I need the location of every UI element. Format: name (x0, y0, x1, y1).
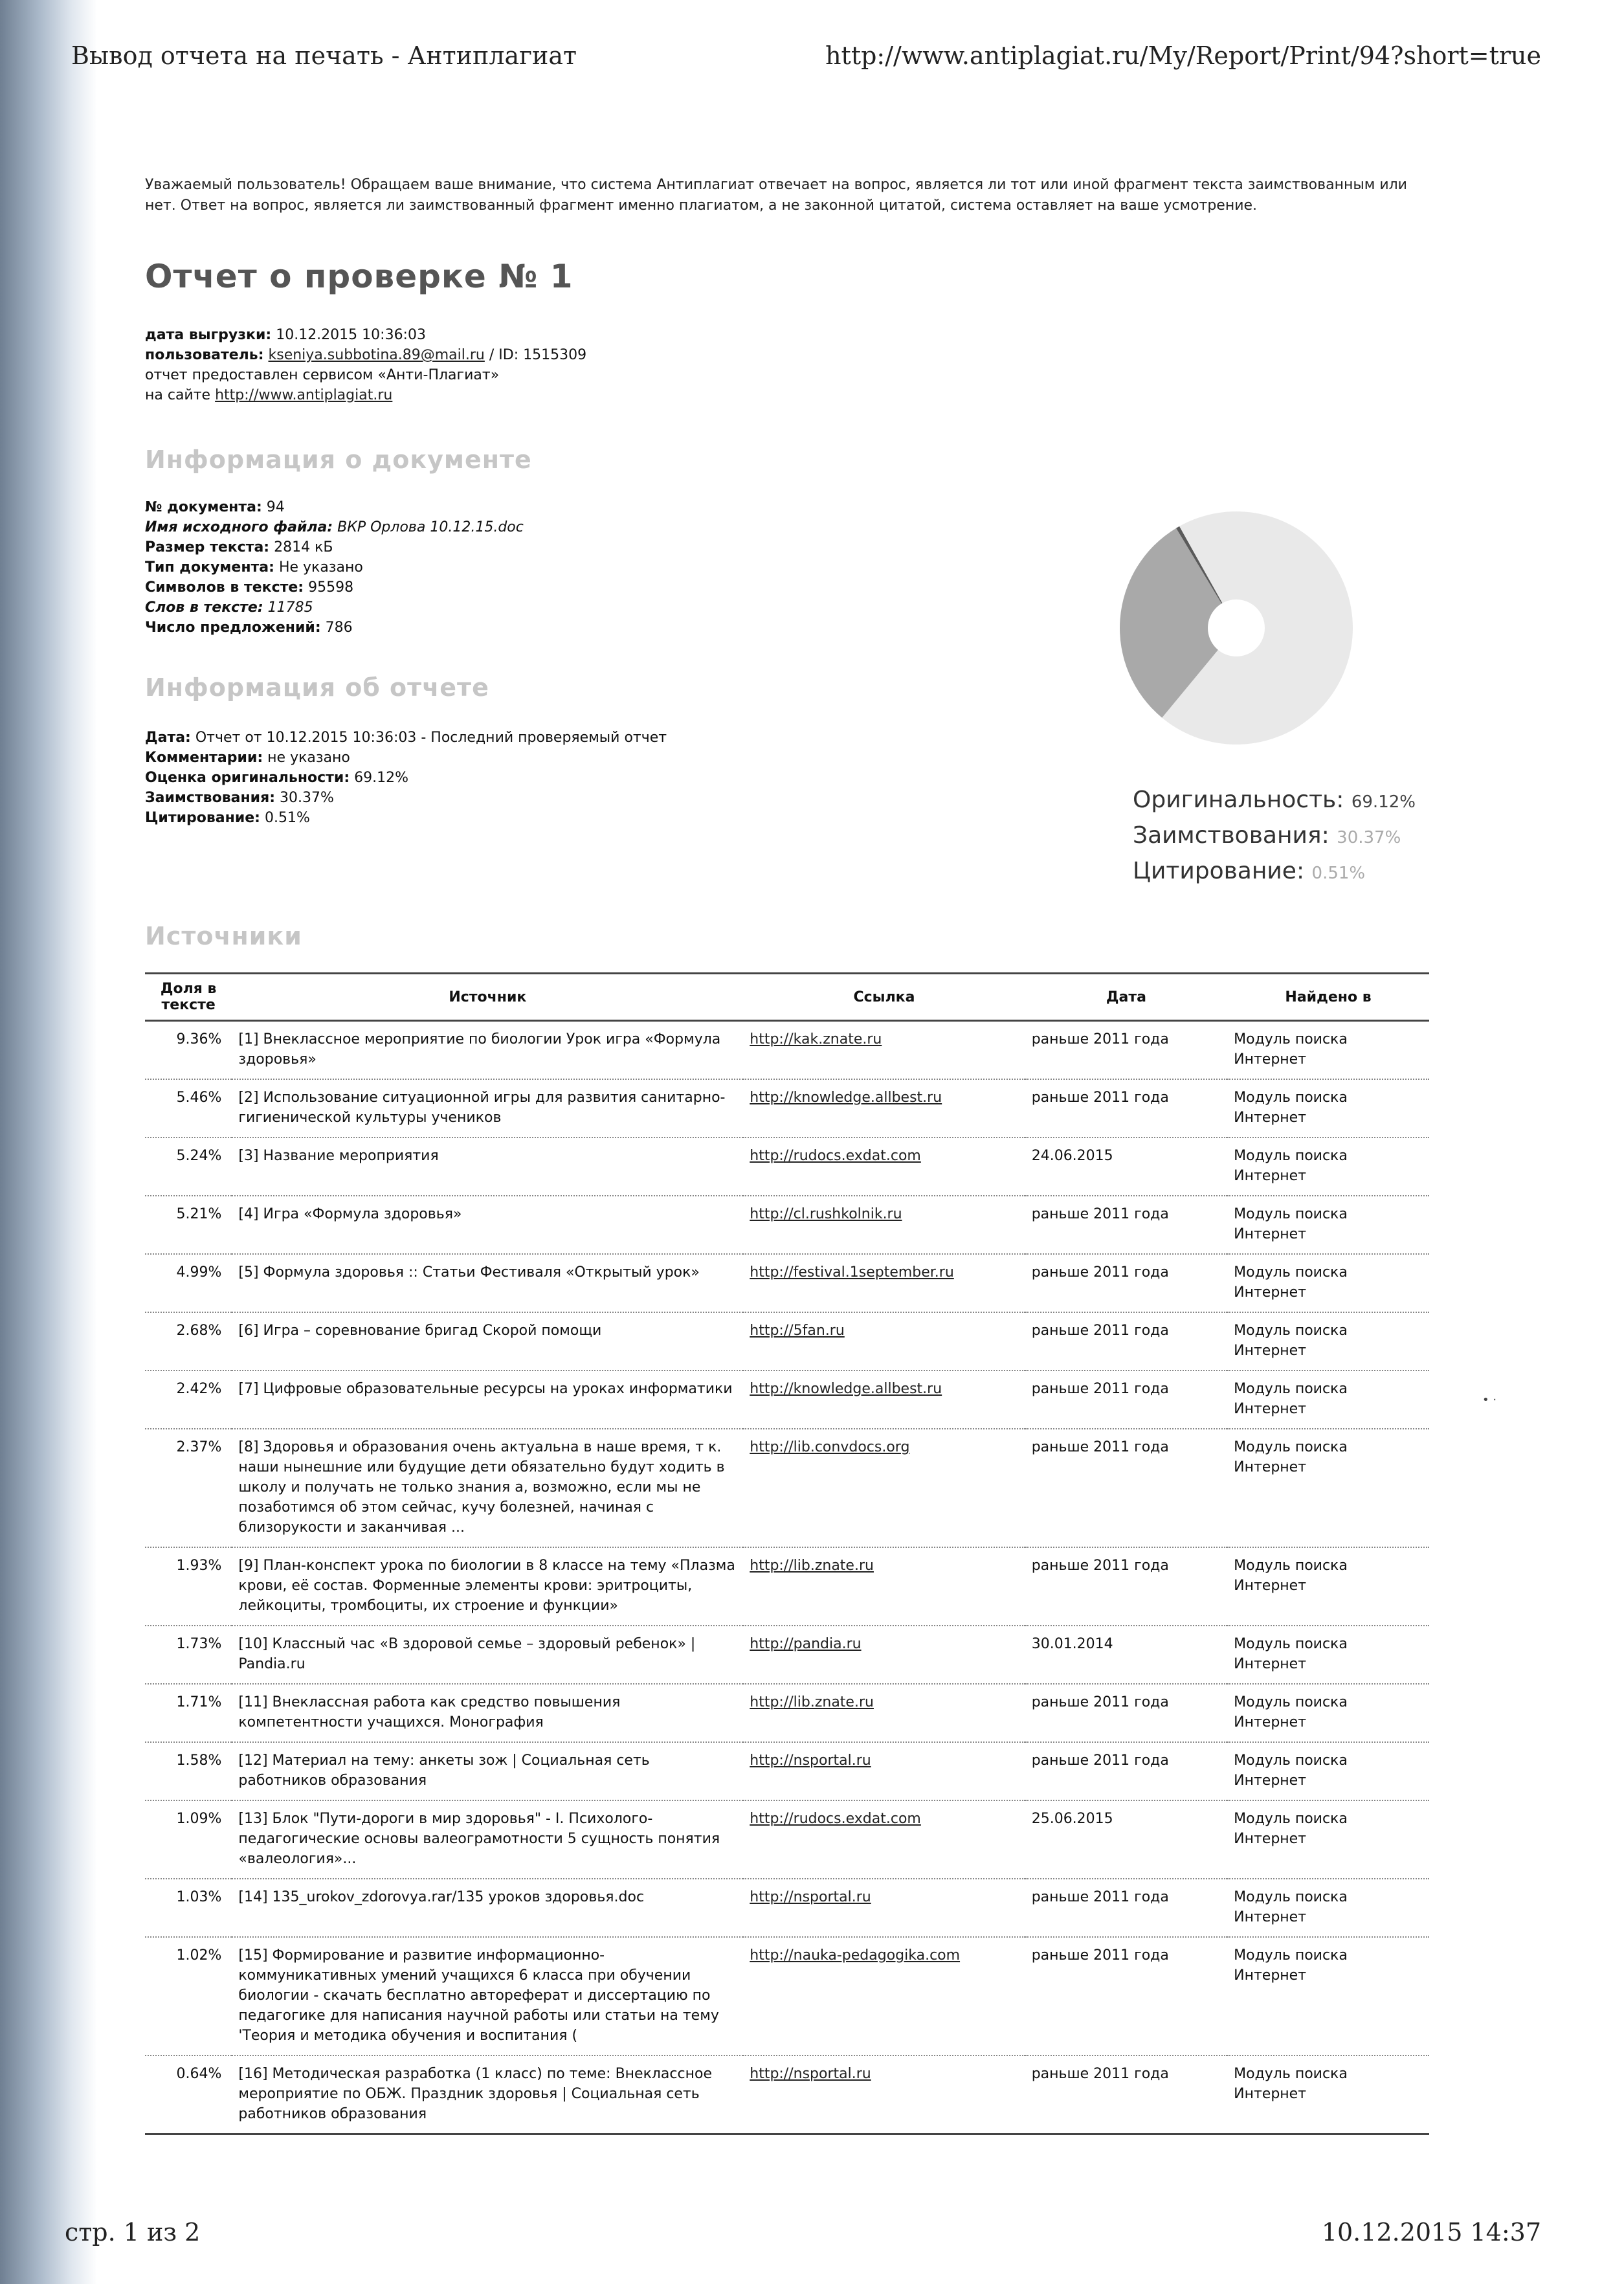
row-url-link[interactable]: http://nsportal.ru (750, 1889, 871, 1905)
row-date: раньше 2011 года (1031, 1752, 1169, 1769)
col-date: Дата (1025, 974, 1227, 1021)
cell-share (145, 1254, 232, 1312)
row-source: [6] Игра – соревнование бригад Скорой помощи (238, 1323, 602, 1339)
row-date: раньше 2011 года (1031, 1323, 1169, 1339)
print-header-title: Вывод отчета на печать - Антиплагиат (71, 41, 577, 70)
cell-found (1227, 1312, 1429, 1371)
cell-share (145, 1312, 232, 1371)
cell-share (145, 1742, 232, 1800)
row-found-in: Модуль поиска Интернет (1234, 1558, 1348, 1594)
row-source: [4] Игра «Формула здоровья» (238, 1206, 462, 1222)
row-source: [2] Использование ситуационной игры для развития санитарно-гигиенической культуры учеников (238, 1090, 726, 1126)
cell-source (232, 2055, 743, 2134)
row-found-in: Модуль поиска Интернет (1234, 1752, 1348, 1789)
row-share: 1.71% (176, 1694, 222, 1710)
cell-found (1227, 2055, 1429, 2134)
table-row (145, 1079, 1429, 1137)
cell-share (145, 1547, 232, 1626)
row-date: раньше 2011 года (1031, 1381, 1169, 1397)
cell-date (1025, 1800, 1227, 1879)
cell-found (1227, 1196, 1429, 1254)
cell-date (1025, 1547, 1227, 1626)
scan-edge-shadow (0, 0, 97, 2284)
report-date-label: Дата: (145, 730, 191, 746)
row-url-link[interactable]: http://knowledge.allbest.ru (750, 1090, 942, 1106)
row-date: 30.01.2014 (1031, 1636, 1113, 1652)
table-row (145, 1879, 1429, 1937)
report-meta (145, 325, 586, 405)
originality-pie-chart (1100, 492, 1372, 764)
cell-url (743, 1684, 1025, 1742)
cell-url (743, 1312, 1025, 1371)
cell-date (1025, 1312, 1227, 1371)
size-value: 2814 кБ (274, 539, 333, 555)
row-date: 24.06.2015 (1031, 1148, 1113, 1164)
table-row (145, 1684, 1429, 1742)
sources-table-header (145, 974, 1429, 1021)
row-date: раньше 2011 года (1031, 1264, 1169, 1281)
cell-source (232, 1547, 743, 1626)
site-prefix: на сайте (145, 387, 211, 403)
col-share: Доля в тексте (145, 974, 232, 1021)
cell-share (145, 1800, 232, 1879)
col-url: Ссылка (743, 974, 1025, 1021)
cell-source (232, 1626, 743, 1684)
cell-url (743, 1742, 1025, 1800)
row-found-in: Модуль поиска Интернет (1234, 1439, 1348, 1475)
row-share: 2.68% (176, 1323, 222, 1339)
sentences-label: Число предложений: (145, 620, 321, 636)
user-line (145, 345, 586, 365)
comments-label: Комментарии: (145, 750, 263, 766)
table-row (145, 1021, 1429, 1080)
table-row (145, 1254, 1429, 1312)
cell-source (232, 1254, 743, 1312)
row-found-in: Модуль поиска Интернет (1234, 1264, 1348, 1301)
row-found-in: Модуль поиска Интернет (1234, 1323, 1348, 1359)
cell-source (232, 1937, 743, 2055)
cell-found (1227, 1879, 1429, 1937)
row-url-link[interactable]: http://kak.znate.ru (750, 1031, 882, 1047)
cell-share (145, 2055, 232, 2134)
site-link[interactable]: http://www.antiplagiat.ru (215, 387, 393, 403)
cell-url (743, 1879, 1025, 1937)
doc-no-value: 94 (266, 499, 285, 515)
cell-found (1227, 1079, 1429, 1137)
cell-found (1227, 1137, 1429, 1196)
legend-citation-label: Цитирование: (1133, 858, 1305, 884)
legend-borrowing-value: 30.37% (1337, 828, 1401, 847)
table-row (145, 2055, 1429, 2134)
cell-url (743, 1800, 1025, 1879)
legend-citation (1133, 855, 1416, 890)
table-row (145, 1626, 1429, 1684)
row-source: [7] Цифровые образовательные ресурсы на уроках информатики (238, 1381, 733, 1397)
borrowing-label: Заимствования: (145, 790, 276, 806)
row-found-in: Модуль поиска Интернет (1234, 1381, 1348, 1417)
row-found-in: Модуль поиска Интернет (1234, 1636, 1348, 1672)
cell-date (1025, 2055, 1227, 2134)
row-found-in: Модуль поиска Интернет (1234, 1090, 1348, 1126)
cell-source (232, 1371, 743, 1429)
cell-url (743, 1079, 1025, 1137)
type-value: Не указано (278, 559, 363, 576)
cell-url (743, 1937, 1025, 2055)
row-share: 4.99% (176, 1264, 222, 1281)
sentences-value: 786 (325, 620, 353, 636)
cell-source (232, 1137, 743, 1196)
row-found-in: Модуль поиска Интернет (1234, 1947, 1348, 1984)
words-label: Слов в тексте: (145, 599, 263, 616)
row-date: раньше 2011 года (1031, 1031, 1169, 1047)
cell-date (1025, 1371, 1227, 1429)
originality-value: 69.12% (354, 770, 409, 786)
report-title: Отчет о проверке № 1 (145, 258, 573, 295)
cell-date (1025, 1079, 1227, 1137)
cell-found (1227, 1371, 1429, 1429)
pie-legend (1133, 783, 1416, 890)
row-share: 1.03% (176, 1889, 222, 1905)
cell-date (1025, 1879, 1227, 1937)
cell-share (145, 1371, 232, 1429)
table-row (145, 1312, 1429, 1371)
row-source: [8] Здоровья и образования очень актуальна в наше время, т к. наши нынешние или будущие дети обязательно будут ходить в школу и получать не только знания а, возможно, если мы не позаботимся об этом сейчас, кучу болезней, начиная с близорукости и заканчивая ... (238, 1439, 725, 1536)
sources-heading: Источники (145, 922, 302, 950)
cell-date (1025, 1684, 1227, 1742)
chars-value: 95598 (308, 579, 354, 596)
export-date-value: 10.12.2015 10:36:03 (276, 327, 426, 343)
row-share: 1.02% (176, 1947, 222, 1964)
row-url-link[interactable]: http://rudocs.exdat.com (750, 1811, 921, 1827)
row-date: раньше 2011 года (1031, 1439, 1169, 1455)
cell-url (743, 2055, 1025, 2134)
row-share: 5.24% (176, 1148, 222, 1164)
row-date: раньше 2011 года (1031, 2066, 1169, 2082)
table-row (145, 1547, 1429, 1626)
cell-found (1227, 1254, 1429, 1312)
row-source: [1] Внеклассное мероприятие по биологии Урок игра «Формула здоровья» (238, 1031, 721, 1068)
row-url-link[interactable]: http://nsportal.ru (750, 1752, 871, 1769)
row-share: 1.58% (176, 1752, 222, 1769)
cell-url (743, 1196, 1025, 1254)
legend-originality-value: 69.12% (1351, 792, 1416, 812)
table-row (145, 1742, 1429, 1800)
row-date: раньше 2011 года (1031, 1206, 1169, 1222)
cell-share (145, 1021, 232, 1080)
row-share: 1.09% (176, 1811, 222, 1827)
borrowing-value: 30.37% (280, 790, 334, 806)
file-label: Имя исходного файла: (145, 519, 333, 535)
scan-mark: • · (1482, 1393, 1497, 1407)
row-date: раньше 2011 года (1031, 1090, 1169, 1106)
table-row (145, 1196, 1429, 1254)
citation-value: 0.51% (264, 810, 310, 826)
row-url-link[interactable]: http://5fan.ru (750, 1323, 845, 1339)
file-value: ВКР Орлова 10.12.15.doc (337, 519, 524, 535)
row-source: [13] Блок "Пути-дороги в мир здоровья" - I. Психолого-педагогические основы валеограмотности 5 сущность понятия «валеология»... (238, 1811, 720, 1867)
row-url-link[interactable]: http://lib.znate.ru (750, 1694, 874, 1710)
cell-found (1227, 1742, 1429, 1800)
row-url-link[interactable]: http://pandia.ru (750, 1636, 862, 1652)
row-url-link[interactable]: http://cl.rushkolnik.ru (750, 1206, 902, 1222)
type-label: Тип документа: (145, 559, 274, 576)
table-row (145, 1429, 1429, 1547)
cell-share (145, 1879, 232, 1937)
row-url-link[interactable]: http://knowledge.allbest.ru (750, 1381, 942, 1397)
cell-date (1025, 1196, 1227, 1254)
report-info-heading: Информация об отчете (145, 673, 489, 702)
doc-no-label: № документа: (145, 499, 262, 515)
pie-svg (1100, 492, 1372, 764)
cell-date (1025, 1937, 1227, 2055)
legend-citation-value: 0.51% (1311, 864, 1366, 883)
cell-source (232, 1742, 743, 1800)
sources-table-body (145, 1021, 1429, 2134)
cell-found (1227, 1429, 1429, 1547)
cell-source (232, 1879, 743, 1937)
row-share: 9.36% (176, 1031, 222, 1047)
cell-date (1025, 1626, 1227, 1684)
legend-borrowing (1133, 819, 1416, 855)
row-date: раньше 2011 года (1031, 1558, 1169, 1574)
row-source: [11] Внеклассная работа как средство повышения компетентности учащихся. Монография (238, 1694, 621, 1730)
print-header-url: http://www.antiplagiat.ru/My/Report/Print/94?short=true (825, 41, 1541, 70)
cell-url (743, 1547, 1025, 1626)
row-share: 0.64% (176, 2066, 222, 2082)
row-url-link[interactable]: http://nauka-pedagogika.com (750, 1947, 961, 1964)
cell-share (145, 1196, 232, 1254)
cell-found (1227, 1021, 1429, 1080)
cell-source (232, 1684, 743, 1742)
cell-url (743, 1137, 1025, 1196)
site-line (145, 385, 586, 405)
comments-value: не указано (267, 750, 350, 766)
cell-share (145, 1137, 232, 1196)
cell-found (1227, 1800, 1429, 1879)
row-found-in: Модуль поиска Интернет (1234, 1206, 1348, 1242)
row-url-link[interactable]: http://nsportal.ru (750, 2066, 871, 2082)
cell-url (743, 1021, 1025, 1080)
pie-center-hole (1208, 599, 1265, 656)
row-date: раньше 2011 года (1031, 1694, 1169, 1710)
document-info (145, 497, 524, 638)
sources-table (145, 972, 1429, 2135)
document-info-heading: Информация о документе (145, 445, 532, 474)
cell-source (232, 1312, 743, 1371)
cell-source (232, 1021, 743, 1080)
row-url-link[interactable]: http://lib.convdocs.org (750, 1439, 910, 1455)
col-source: Источник (232, 974, 743, 1021)
cell-found (1227, 1626, 1429, 1684)
cell-share (145, 1079, 232, 1137)
row-share: 1.73% (176, 1636, 222, 1652)
row-url-link[interactable]: http://lib.znate.ru (750, 1558, 874, 1574)
cell-source (232, 1079, 743, 1137)
row-share: 5.21% (176, 1206, 222, 1222)
row-source: [3] Название мероприятия (238, 1148, 439, 1164)
row-found-in: Модуль поиска Интернет (1234, 1148, 1348, 1184)
row-found-in: Модуль поиска Интернет (1234, 2066, 1348, 2102)
legend-borrowing-label: Заимствования: (1133, 822, 1329, 849)
row-date: 25.06.2015 (1031, 1811, 1113, 1827)
row-source: [9] План-конспект урока по биологии в 8 классе на тему «Плазма крови, её состав. Форменные элементы крови: эритроциты, лейкоциты, тромбоциты, их строение и функции» (238, 1558, 735, 1614)
cell-share (145, 1626, 232, 1684)
legend-originality-label: Оригинальность: (1133, 787, 1344, 813)
provided-by: отчет предоставлен сервисом «Анти-Плагиат» (145, 367, 500, 383)
row-source: [10] Классный час «В здоровой семье – здоровый ребенок» | Pandia.ru (238, 1636, 696, 1672)
row-found-in: Модуль поиска Интернет (1234, 1889, 1348, 1925)
cell-found (1227, 1937, 1429, 2055)
cell-url (743, 1429, 1025, 1547)
col-found: Найдено в (1227, 974, 1429, 1021)
row-share: 2.42% (176, 1381, 222, 1397)
row-share: 2.37% (176, 1439, 222, 1455)
cell-source (232, 1429, 743, 1547)
cell-date (1025, 1137, 1227, 1196)
table-row (145, 1137, 1429, 1196)
row-found-in: Модуль поиска Интернет (1234, 1694, 1348, 1730)
print-footer-page: стр. 1 из 2 (65, 2218, 201, 2246)
cell-found (1227, 1547, 1429, 1626)
size-label: Размер текста: (145, 539, 270, 555)
cell-share (145, 1429, 232, 1547)
words-value: 11785 (267, 599, 313, 616)
cell-found (1227, 1684, 1429, 1742)
cell-date (1025, 1742, 1227, 1800)
row-source: [16] Методическая разработка (1 класс) по теме: Внеклассное мероприятие по ОБЖ. Праздник здоровья | Социальная сеть работников образования (238, 2066, 712, 2122)
table-row (145, 1937, 1429, 2055)
user-label: пользователь: (145, 347, 264, 363)
row-found-in: Модуль поиска Интернет (1234, 1031, 1348, 1068)
export-date-line (145, 325, 586, 345)
cell-share (145, 1684, 232, 1742)
notice-text: Уважаемый пользователь! Обращаем ваше внимание, что система Антиплагиат отвечает на вопрос, является ли тот или иной фрагмент текста заимствованным или нет. Ответ на вопрос, является ли заимствованный фрагмент именно плагиатом, а не законной цитатой, система оставляет на ваше усмотрение. (145, 177, 1407, 214)
row-source: [14] 135_urokov_zdorovya.rar/135 уроков здоровья.doc (238, 1889, 645, 1905)
cell-date (1025, 1021, 1227, 1080)
print-footer-datetime: 10.12.2015 14:37 (1321, 2218, 1541, 2246)
cell-date (1025, 1254, 1227, 1312)
cell-url (743, 1371, 1025, 1429)
cell-source (232, 1196, 743, 1254)
cell-url (743, 1254, 1025, 1312)
cell-source (232, 1800, 743, 1879)
row-date: раньше 2011 года (1031, 1947, 1169, 1964)
row-source: [15] Формирование и развитие информационно-коммуникативных умений учащихся 6 класса при обучении биологии - скачать бесплатно автореферат и диссертацию по педагогике для написания научной работы или статьи на тему 'Теория и методика обучения и воспитания ( (238, 1947, 719, 2044)
user-id: / ID: 1515309 (489, 347, 587, 363)
cell-share (145, 1937, 232, 2055)
originality-label: Оценка оригинальности: (145, 770, 350, 786)
row-url-link[interactable]: http://festival.1september.ru (750, 1264, 954, 1281)
row-share: 1.93% (176, 1558, 222, 1574)
row-source: [5] Формула здоровья :: Статьи Фестиваля «Открытый урок» (238, 1264, 700, 1281)
row-date: раньше 2011 года (1031, 1889, 1169, 1905)
cell-url (743, 1626, 1025, 1684)
cell-date (1025, 1429, 1227, 1547)
row-url-link[interactable]: http://rudocs.exdat.com (750, 1148, 921, 1164)
table-row (145, 1800, 1429, 1879)
row-share: 5.46% (176, 1090, 222, 1106)
chars-label: Символов в тексте: (145, 579, 304, 596)
export-date-label: дата выгрузки: (145, 327, 272, 343)
report-info (145, 728, 667, 828)
report-date-value: Отчет от 10.12.2015 10:36:03 - Последний проверяемый отчет (195, 730, 667, 746)
citation-label: Цитирование: (145, 810, 260, 826)
user-email-link[interactable]: kseniya.subbotina.89@mail.ru (268, 347, 485, 363)
legend-originality (1133, 783, 1416, 819)
row-source: [12] Материал на тему: анкеты зож | Социальная сеть работников образования (238, 1752, 650, 1789)
row-found-in: Модуль поиска Интернет (1234, 1811, 1348, 1847)
table-row (145, 1371, 1429, 1429)
